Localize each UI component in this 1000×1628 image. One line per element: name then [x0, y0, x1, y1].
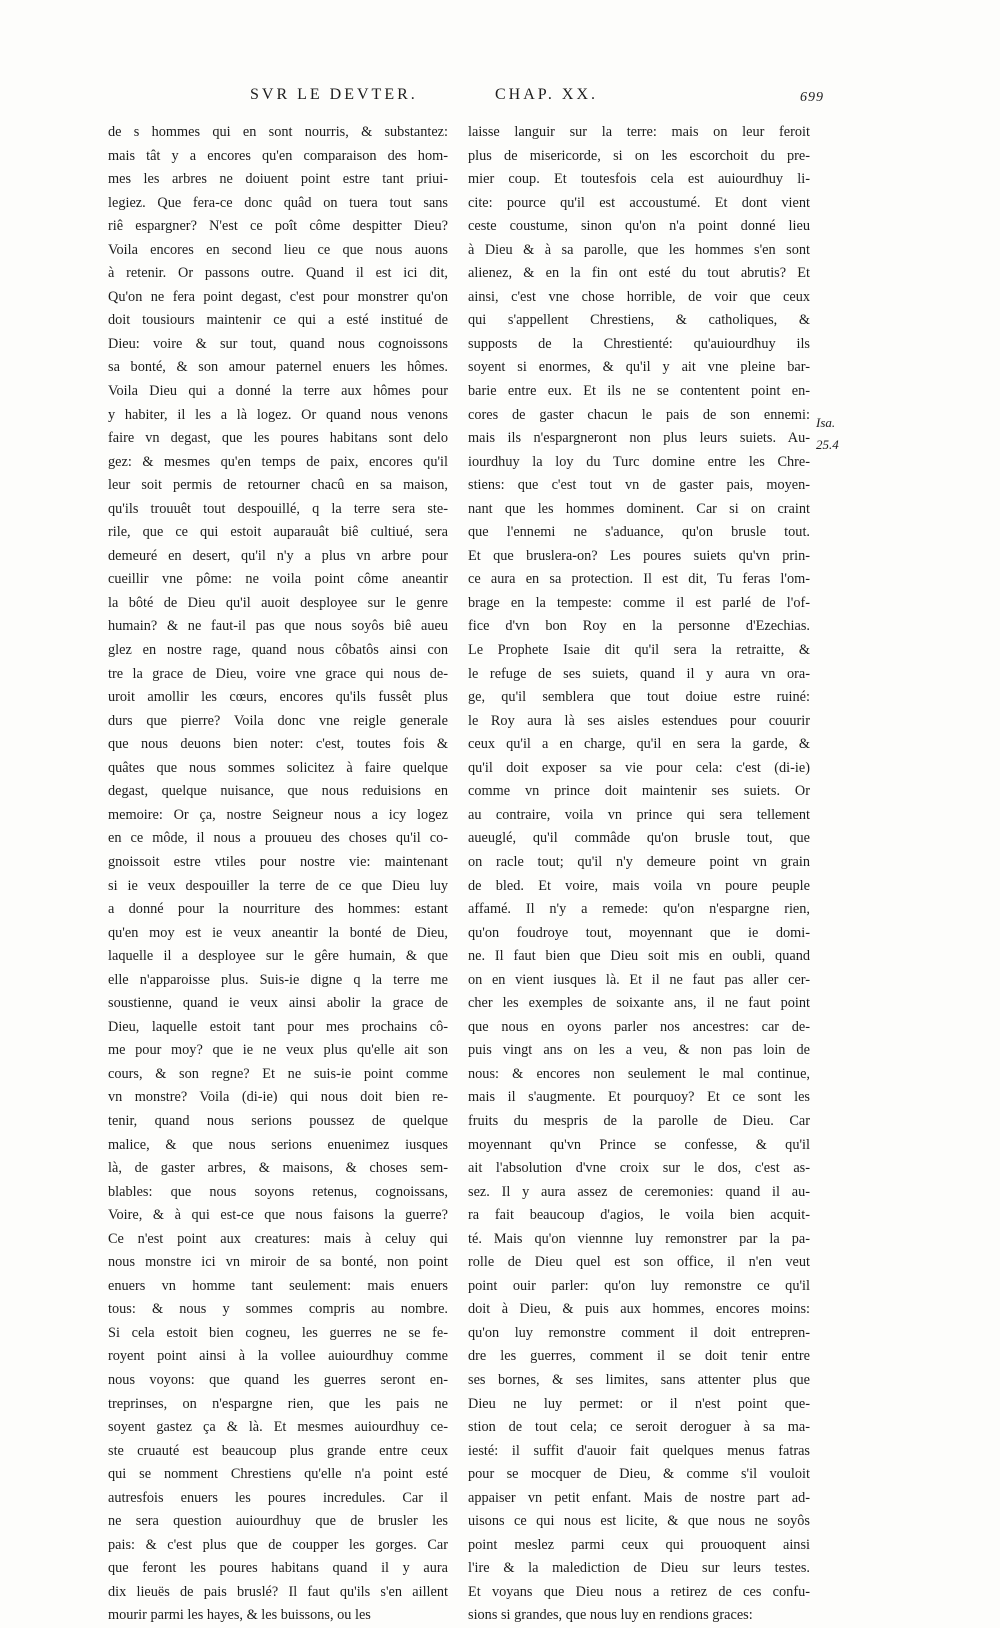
running-title-right: CHAP. XX.	[495, 86, 599, 103]
text-line: que l'ennemi ne s'aduance, qu'on brusle tout.	[468, 524, 810, 541]
text-line: sez. Il y aura assez de ceremonies: quand il au-	[468, 1183, 810, 1200]
text-line: nant que les hommes dominent. Car si on craint	[468, 500, 810, 517]
text-line: Et que bruslera-on? Les poures suiets qu'vn prin-	[468, 547, 810, 564]
text-line: soustienne, quand ie veux ainsi abolir la grace de	[108, 995, 448, 1012]
text-line: on racle tout; qu'il n'y demeure point vn grain	[468, 853, 810, 870]
text-line: en ce môde, il nous a prouueu des choses qu'il co-	[108, 830, 448, 847]
text-line: nous: & encores non seulement le mal continue,	[468, 1065, 810, 1082]
text-line: laquelle il a desployee sur le gêre humain, & que	[108, 948, 448, 965]
text-line: glez en nostre rage, quand nous côbatôs ainsi con	[108, 642, 448, 659]
text-line: soyent si enormes, & qu'il y ait vne pleine bar-	[468, 359, 810, 376]
margin-reference-line: 25.4	[816, 437, 839, 452]
text-line: mais ils n'espargneront non plus leurs suiets. Au-	[468, 430, 810, 447]
text-line: que nous deuons bien noter: c'est, toutes fois &	[108, 736, 448, 753]
margin-reference	[816, 412, 856, 456]
text-line: qui se nomment Chrestiens qu'elle n'a point esté	[108, 1466, 448, 1483]
text-line: ge, qu'il semblera que tout doiue estre ruiné:	[468, 689, 810, 706]
text-line: plus de misericorde, si on les escorchoit du pre-	[468, 147, 810, 164]
text-line: mourir parmi les hayes, & les buissons, ou les	[108, 1607, 371, 1624]
text-line: Dieu, laquelle estoit tant pour mes prochains cô-	[108, 1018, 448, 1035]
text-line: point ouir parler: qu'on luy remonstre ce qu'il	[468, 1277, 810, 1294]
text-line: tous: & nous y sommes compris au nombre.	[108, 1301, 448, 1318]
text-line: Le Prophete Isaie dit qu'il sera la retraitte, &	[468, 642, 810, 659]
text-line: puis vingt ans on les a veu, & non pas loin de	[468, 1042, 810, 1059]
text-line: faire vn degast, que les poures habitans sont delo	[108, 430, 448, 447]
text-line: sa bonté, & son amour paternel enuers les hômes.	[108, 359, 448, 376]
text-line: rolle de Dieu quel est son office, il n'en veut	[468, 1254, 810, 1271]
text-line: qu'on luy remonstre comment il doit entrepren-	[468, 1324, 810, 1341]
text-line: cher les exemples de soixante ans, il ne faut point	[468, 995, 810, 1012]
text-line: Et voyans que Dieu nous a retirez de ces confu-	[468, 1583, 810, 1600]
text-line: cours, & son regne? Et ne suis-ie point comme	[108, 1065, 448, 1082]
text-line: y habiter, il les a là logez. Or quand nous venons	[108, 406, 448, 423]
text-line: nous monstre ici vn miroir de sa bonté, non point	[108, 1254, 448, 1271]
text-line: sions si grandes, que nous luy en rendions graces:	[468, 1607, 753, 1624]
text-line: me pour moy? que ie ne veux plus qu'elle ait son	[108, 1042, 448, 1059]
text-line: autresfois enuers les poures incredules. Car il	[108, 1489, 448, 1506]
text-line: l'ire & la malediction de Dieu sur leurs testes.	[468, 1560, 810, 1577]
text-line: cueillir vne pôme: ne voila point côme aneantir	[108, 571, 448, 588]
text-line: dix lieuës de pais bruslé? Il faut qu'ils s'en aillent	[108, 1583, 448, 1600]
text-line: Voila Dieu qui a donné la terre aux hômes pour	[108, 383, 448, 400]
text-line: alienez, & en la fin ont esté du tout abrutis? Et	[468, 265, 810, 282]
text-line: Ce n'est point aux creatures: mais à celuy qui	[108, 1230, 448, 1247]
text-line: mier coup. Et toutesfois cela est auiourdhuy li-	[468, 171, 810, 188]
text-line: pais: & c'est plus que de coupper les gorges. Car	[108, 1536, 448, 1553]
text-line: dre les guerres, comment il se doit tenir entre	[468, 1348, 810, 1365]
text-line: Voila encores en second lieu ce que nous auons	[108, 241, 448, 258]
text-line: de s hommes qui en sont nourris, & substantez:	[108, 124, 448, 140]
text-line: tre la grace de Dieu, voire vne grace qui nous de-	[108, 665, 448, 682]
text-line: doit tousiours maintenir ce qui a esté institué de	[108, 312, 448, 329]
text-line: soyent gastez ça & là. Et mesmes auiourdhuy ce-	[108, 1419, 448, 1436]
text-line: moyennant qu'vn Prince se confesse, & qu'il	[468, 1136, 810, 1153]
text-line: fice d'vn bon Roy en la personne d'Ezechias.	[468, 618, 810, 635]
text-line: appaiser vn petit enfant. Mais de nostre part ad-	[468, 1489, 810, 1506]
text-line: a donné pour la nourriture des hommes: estant	[108, 901, 448, 918]
text-line: quâtes que nous sommes solicitez à faire quelque	[108, 759, 448, 776]
text-line: iesté: il suffit d'auoir fait quelques menus fatras	[468, 1442, 810, 1459]
text-line: elle n'apparoisse plus. Suis-ie digne q la terre me	[108, 971, 448, 988]
text-line: blables: que nous soyons retenus, cognoissans,	[108, 1183, 448, 1200]
text-line: ste cruauté est beaucoup plus grande entre ceux	[108, 1442, 448, 1459]
text-line: barie entre eux. Et ils ne se contentent point en-	[468, 383, 810, 400]
text-line: de bled. Et voire, mais voila vn poure peuple	[468, 877, 810, 894]
text-line: té. Mais qu'on viennne luy remonstrer par la pa-	[468, 1230, 810, 1247]
text-line: fruits du mespris de la parolle de Dieu. Car	[468, 1112, 810, 1129]
text-line: malice, & que nous serions enuenimez iusques	[108, 1136, 448, 1153]
text-line: enuers vn homme tant seulement: mais enuers	[108, 1277, 448, 1294]
text-line: qu'ils trouuêt tout despouillé, q la terre sera ste-	[108, 500, 448, 517]
text-line: ses bornes, & ses limites, sans attenter plus que	[468, 1371, 810, 1388]
text-line: gez: & mesmes qu'en temps de paix, encores qu'il	[108, 453, 448, 470]
page-number: 699	[800, 90, 824, 105]
text-line: on en vient iusques là. Et il ne faut pas aller cer-	[468, 971, 810, 988]
text-line: rile, que ce qui estoit auparauât biê cultiué, sera	[108, 524, 448, 541]
text-line: qui s'appellent Chrestiens, & catholiques, &	[468, 312, 810, 329]
text-line: royent point ainsi à la vollee auiourdhuy comme	[108, 1348, 448, 1365]
text-line: comme vn prince doit maintenir ses suiets. Or	[468, 783, 810, 800]
text-line: que nous en oyons parler nos ancestres: car de-	[468, 1018, 810, 1035]
text-line: laisse languir sur la terre: mais on leur feroit	[468, 124, 810, 140]
text-line: legiez. Que fera-ce donc quâd on tuera tout sans	[108, 194, 448, 211]
text-line: degast, quelque nuisance, que nous reduisions en	[108, 783, 448, 800]
text-line: Voire, & à qui est-ce que nous faisons la guerre?	[108, 1207, 448, 1224]
text-line: point meslez parmi ceux qui prouoquent ainsi	[468, 1536, 810, 1553]
text-line: cores de gaster chacun le pais de son ennemi:	[468, 406, 810, 423]
text-line: qu'il doit exposer sa vie pour cela: c'est (di-ie)	[468, 759, 810, 776]
text-line: à Dieu & à sa parolle, que les hommes s'en sont	[468, 241, 810, 258]
text-line: memoire: Or ça, nostre Seigneur nous a icy logez	[108, 806, 448, 823]
text-line: Qu'on ne fera point degast, c'est pour monstrer qu'on	[108, 288, 448, 305]
right-text-column	[468, 121, 810, 1628]
text-line: demeuré en desert, qu'il n'y a plus vn arbre pour	[108, 547, 448, 564]
text-line: cite: pource qu'il est accoustumé. Et dont vient	[468, 194, 810, 211]
text-line: stiens: que c'est tout vn de gaster pais, moyen-	[468, 477, 810, 494]
text-line: humain? & ne faut-il pas que nous soyôs biê aueu	[108, 618, 448, 635]
text-line: aueuglé, qu'il commâde qu'on brusle tout, que	[468, 830, 810, 847]
text-line: uisons ce qui nous est licite, & que nous ne soyôs	[468, 1513, 810, 1530]
text-line: pour se mocquer de Dieu, & comme s'il vouloit	[468, 1466, 810, 1483]
text-line: à retenir. Or passons outre. Quand il est ici dit,	[108, 265, 448, 282]
text-line: là, de gaster arbres, & maisons, & choses sem-	[108, 1160, 448, 1177]
text-line: mais tât y a encores qu'en comparaison des hom-	[108, 147, 448, 164]
text-line: ceux qu'il a en charge, qu'il en sera la garde, &	[468, 736, 810, 753]
text-line: iourdhuy la loy du Turc domine entre les Chre-	[468, 453, 810, 470]
text-line: Dieu: voire & sur tout, quand nous cognoissons	[108, 335, 448, 352]
text-line: que feront les poures habitans quand il y aura	[108, 1560, 448, 1577]
left-text-column	[108, 121, 448, 1628]
text-line: uroit amollir les cœurs, encores qu'ils fussêt plus	[108, 689, 448, 706]
text-line: brage en la tempeste: comme il est parlé de l'of-	[468, 594, 810, 611]
text-line: la bôté de Dieu qu'il auoit desployee sur le genre	[108, 594, 448, 611]
text-line: supposts de la Chrestienté: qu'auiourdhuy ils	[468, 335, 810, 352]
text-line: doit à Dieu, & puis aux hommes, encores moins:	[468, 1301, 810, 1318]
text-line: si ie veux despouiller la terre de ce que Dieu luy	[108, 877, 448, 894]
text-line: mes les arbres ne doiuent point estre tant priui-	[108, 171, 448, 188]
text-line: stion de tout cela; ce seroit deroguer à sa ma-	[468, 1419, 810, 1436]
text-line: le Roy aura là ses aisles estendues pour couurir	[468, 712, 810, 729]
text-line: ra fait beaucoup d'agios, le voila bien acquit-	[468, 1207, 810, 1224]
text-line: leur soit permis de retourner chacû en sa maison,	[108, 477, 448, 494]
text-line: ceste coustume, sinon qu'on n'a point donné lieu	[468, 218, 810, 235]
text-line: vn monstre? Voila (di-ie) qui nous doit bien re-	[108, 1089, 448, 1106]
text-line: affamé. Il n'y a remede: qu'on n'espargne rien,	[468, 901, 810, 918]
text-line: Dieu ne luy permet: or il n'est point que-	[468, 1395, 810, 1412]
text-line: qu'on foudroye tout, moyennant que ie domi-	[468, 924, 810, 941]
text-line: tenir, quand nous serions poussez de quelque	[108, 1112, 448, 1129]
text-line: ait l'absolution d'vne croix sur le dos, c'est as-	[468, 1160, 810, 1177]
text-line: durs que pierre? Voila donc vne reigle generale	[108, 712, 448, 729]
text-line: le refuge de ses suiets, quand il y aura vn ora-	[468, 665, 810, 682]
text-line: au contraire, voila vn prince qui sera tellement	[468, 806, 810, 823]
text-line: Si cela estoit bien cogneu, les guerres ne se fe-	[108, 1324, 448, 1341]
text-line: ce aura en sa protection. Il est dit, Tu feras l'om-	[468, 571, 810, 588]
text-line: gnoissoit estre vtiles pour nostre vie: maintenant	[108, 853, 448, 870]
text-line: ne sera question auiourdhuy que de brusler les	[108, 1513, 448, 1530]
text-line: treprinses, on n'espargne rien, que les pais ne	[108, 1395, 448, 1412]
text-line: ainsi, c'est vne chose horrible, de voir que ceux	[468, 288, 810, 305]
running-title-left: SVR LE DEVTER.	[250, 86, 418, 103]
text-line: nous voyons: que quand les guerres seront en-	[108, 1371, 448, 1388]
text-line: qu'en moy est ie veux aneantir la bonté de Dieu,	[108, 924, 448, 941]
text-line: ne. Il faut bien que Dieu soit mis en oubli, quand	[468, 948, 810, 965]
margin-reference-line: Isa.	[816, 415, 836, 430]
text-line: riê espargner? N'est ce poît côme despitter Dieu?	[108, 218, 448, 235]
running-header	[100, 86, 824, 110]
text-line: mais il s'augmente. Et pourquoy? Et ce sont les	[468, 1089, 810, 1106]
